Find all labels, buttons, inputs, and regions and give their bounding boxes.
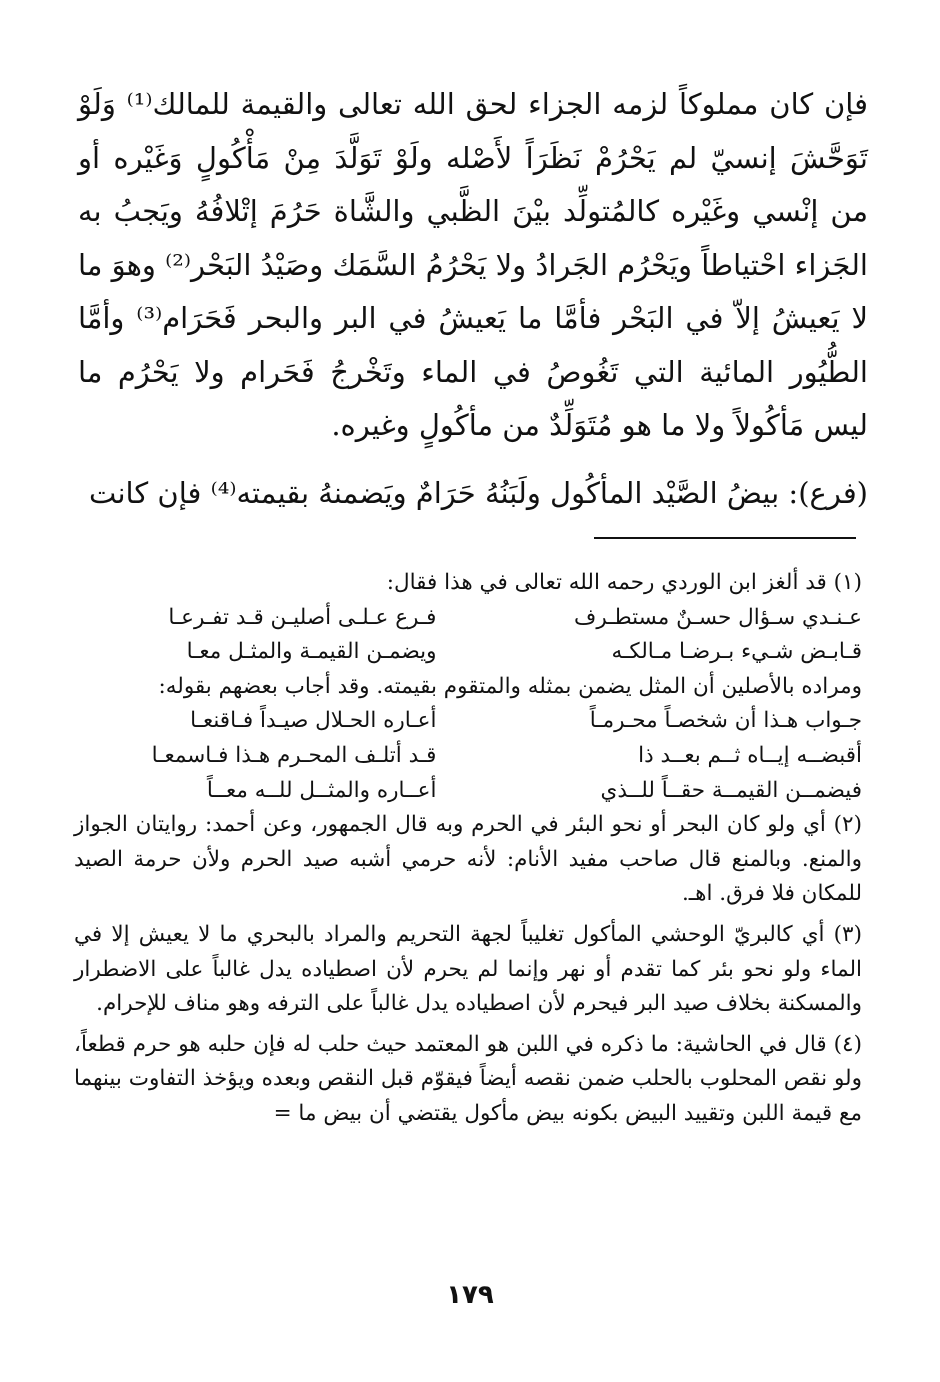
footnote-3: (٣) أي كالبريّ الوحشي المأكول تغليباً لجهة التحريم والمراد بالبحري ما لا يعيش إلا في الماء ولو نحو بئر كما تقدم أو نهر وإنما لم يحرم لأن اصطياده يدل غالباً على الاضطرار والمسكنة بخلاف صيد البر فيحرم لأن اصطياده يدل غالباً على الترفه وهو مناف للإحرام.	[74, 921, 862, 1017]
verse-first-hemistich: أقبضــه إيــاه ثــم بعــد ذا	[638, 742, 862, 768]
verse-line	[74, 774, 862, 809]
verse-first-hemistich: فيضمــن القيمــة حقــاً للــذي	[600, 777, 862, 803]
verse-first-hemistich: قـابـض شـيء بـرضـا مـالكـه	[611, 639, 862, 665]
page-number: ١٧٩	[446, 1280, 494, 1310]
footnotes	[74, 566, 862, 1132]
footnote-2: (٢) أي ولو كان البحر أو نحو البئر في الحرم وبه قال الجمهور، وعن أحمد: روايتان الجواز والمنع. وبالمنع قال صاحب مفيد الأنام: لأنه حرمي أشبه صيد الحرم ولأن حرمة الصيد للمكان فلا فرق. اهـ.	[74, 812, 862, 907]
verse-line	[74, 739, 862, 774]
footnote-separator	[594, 537, 856, 539]
verse-first-hemistich: عـنـدي سـؤال حسـنٌ مستطـرف	[574, 604, 862, 630]
verse-second-hemistich: ويضمـن القيمـة والمثـل معـا	[186, 639, 437, 665]
verse-second-hemistich: أعـاره الحـلال صيـداً فـاقنعـا	[190, 708, 437, 734]
verse-second-hemistich: قـد أتلـف المحـرم هـذا فـاسمعـا	[151, 742, 437, 768]
footnote-1-intro: (١) قد ألغز ابن الوردي رحمه الله تعالى في هذا فقال:	[386, 570, 862, 595]
main-paragraph: فإن كان مملوكاً لزمه الجزاء لحق الله تعالى والقيمة للمالك⁽¹⁾ وَلَوْ تَوَحَّشَ إنسيّ لم يَحْرُمْ نَظَرَاً لأَصْله ولَوْ تَوَلَّدَ مِنْ مَأْكُولٍ وَغَيْره أو من إنْسي وغَيْره كالمُتولِّد بيْنَ الظَّبي والشَّاة حَرُمَ إتْلافُهُ ويَجبُ به الجَزاء احْتياطاً ويَحْرُم الجَرادُ ولا يَحْرُمُ السَّمَك وصَيْدُ البَحْر⁽²⁾ وهوَ ما لا يَعيشُ إلاّ في البَحْر فأمَّا ما يَعيشُ في البر والبحر فَحَرَام⁽³⁾ وأمَّا الطُّيُور المائية التي تَغُوصُ في الماء وتَخْرجُ فَحَرام ولا يَحْرُم ما ليس مَأكُولاً ولا ما هو مُتَوَلِّدٌ من مأكُولٍ وغيره.	[78, 87, 868, 442]
footnote-1-middle: ومراده بالأصلين أن المثل يضمن بمثله والمتقوم بقيمته. وقد أجاب بعضهم بقوله:	[158, 673, 862, 699]
verse-second-hemistich: فـرع عـلـى أصليـن قـد تفـرعـا	[168, 604, 437, 630]
verse-line	[74, 601, 862, 636]
verse-second-hemistich: أعــاره والمثــل للــه معــاً	[206, 777, 437, 803]
verse-line	[74, 635, 862, 670]
footnote-4: (٤) قال في الحاشية: ما ذكره في اللبن هو المعتمد حيث حلب له فإن حلبه هو حرم قطعاً، ولو نقص المحلوب بالحلب ضمن نقصه أيضاً فيقوّم قبل النقص وبعده ويؤخذ التفاوت بينهما مع قيمة اللبن وتقييد البيض بكونه بيض مأكول يقتضي أن بيض ما =	[74, 1031, 862, 1126]
verse-first-hemistich: جـواب هـذا أن شخصـاً محـرمـاً	[589, 708, 862, 734]
main-text	[78, 78, 868, 520]
verse-line	[74, 704, 862, 739]
main-paragraph-branch: (فرع): بيضُ الصَّيْد المأكُول ولَبَنُهُ حَرَامٌ ويَضمنهُ بقيمته⁽⁴⁾ فإن كانت	[89, 475, 868, 510]
